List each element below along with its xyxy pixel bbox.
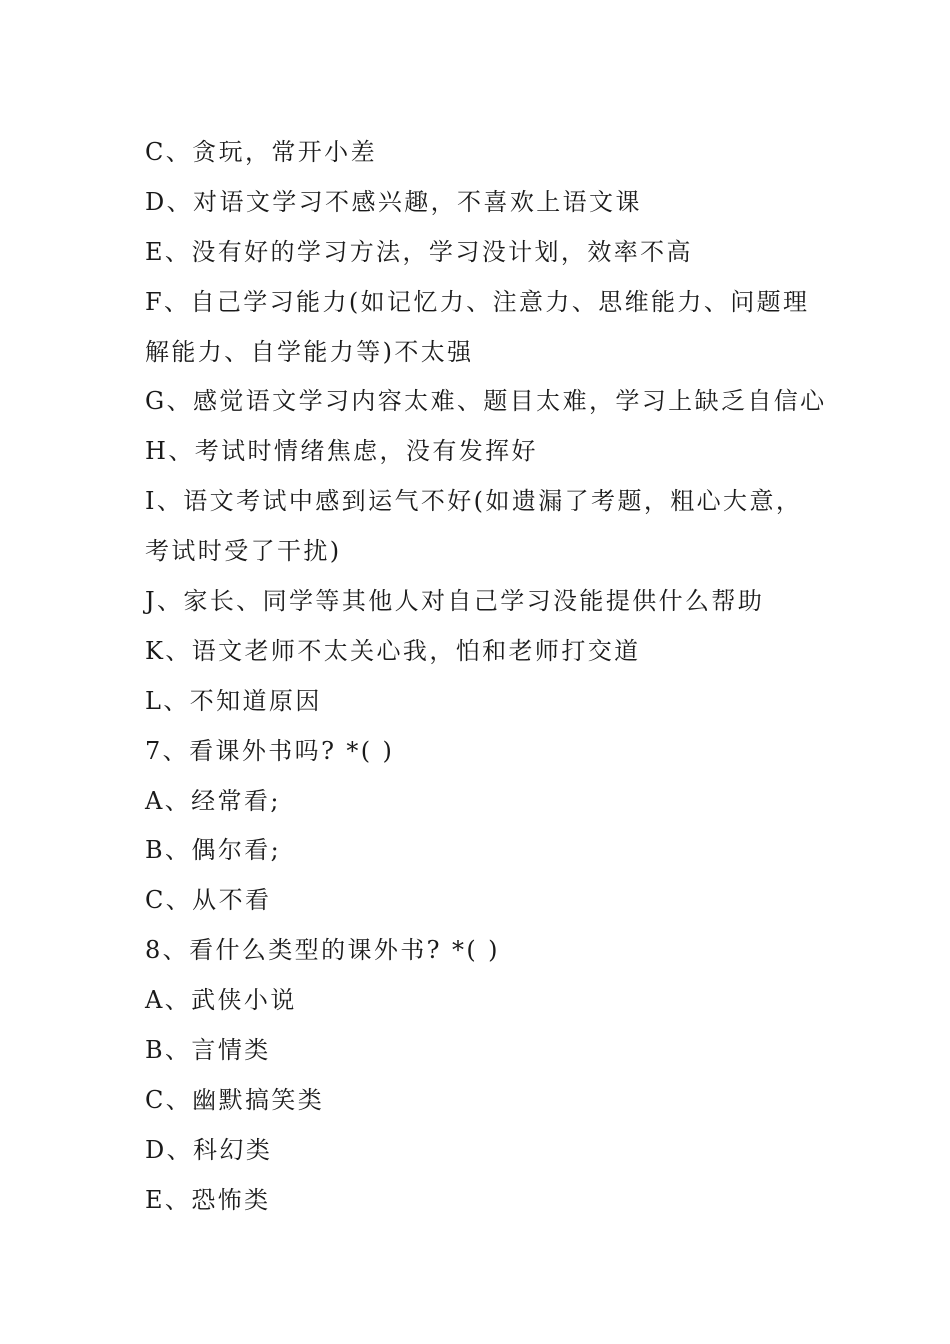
option-f-continuation: 解能力、自学能力等)不太强	[145, 337, 474, 366]
option-h-line: H、考试时情绪焦虑，没有发挥好	[145, 437, 538, 466]
q7-option-a: A、经常看;	[145, 786, 281, 815]
option-d-line: D、对语文学习不感兴趣，不喜欢上语文课	[145, 187, 642, 216]
option-e-line: E、没有好的学习方法，学习没计划，效率不高	[145, 237, 693, 266]
q7-option-c: C、从不看	[145, 886, 272, 915]
option-j-line: J、家长、同学等其他人对自己学习没能提供什么帮助	[145, 587, 765, 616]
q8-option-a: A、武侠小说	[145, 986, 297, 1015]
q7-option-b: B、偶尔看;	[145, 836, 282, 865]
q8-option-e: E、恐怖类	[145, 1185, 271, 1214]
q8-option-c: C、幽默搞笑类	[145, 1085, 325, 1114]
option-l-line: L、不知道原因	[145, 686, 322, 715]
option-c-line: C、贪玩，常开小差	[145, 138, 377, 166]
q8-option-d: D、科幻类	[145, 1135, 273, 1164]
q8-option-b: B、言情类	[145, 1036, 271, 1065]
option-i-continuation: 考试时受了干扰)	[145, 537, 342, 566]
option-g-line: G、感觉语文学习内容太难、题目太难，学习上缺乏自信心	[145, 387, 827, 416]
question-8: 8、看什么类型的课外书? *( )	[145, 936, 500, 965]
option-i-line: I、语文考试中感到运气不好(如遗漏了考题，粗心大意，	[145, 487, 803, 516]
option-k-line: K、语文老师不太关心我，怕和老师打交道	[145, 636, 641, 665]
option-f-line: F、自己学习能力(如记忆力、注意力、思维能力、问题理	[145, 287, 810, 316]
document-body	[145, 128, 825, 1226]
question-7: 7、看课外书吗? *( )	[145, 736, 395, 765]
